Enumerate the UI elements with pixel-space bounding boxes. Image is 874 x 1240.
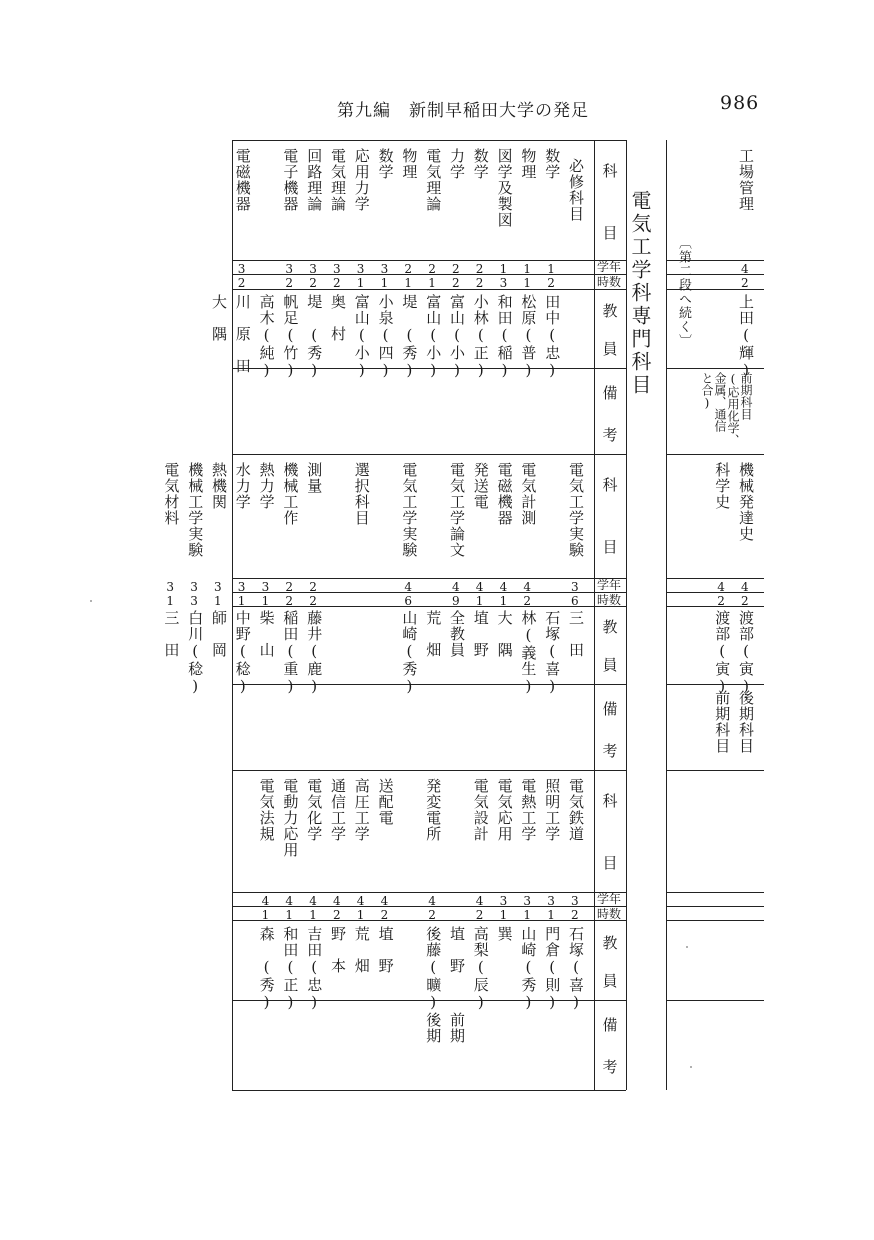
subject-name: 熱力学: [257, 462, 276, 510]
teacher-name: 石塚(喜): [567, 926, 585, 1012]
year-value: 4: [475, 894, 484, 908]
hours-value: 2: [571, 908, 579, 922]
year-value: 3: [333, 262, 341, 276]
header-remarks-label: 考: [602, 1058, 618, 1076]
subject-name: 発送電: [471, 462, 490, 510]
teacher-name: 松原(普): [519, 294, 538, 380]
subject-name: 科学史: [713, 462, 732, 510]
subject-name: 力学: [448, 148, 466, 180]
teacher-name: 藤井(鹿): [305, 610, 324, 696]
header-subject-label: 科: [602, 792, 618, 810]
year-value: 3: [214, 580, 222, 594]
subject-name: 電気設計: [471, 778, 490, 842]
hours-value: 2: [333, 276, 341, 290]
teacher-name: 和田(正): [281, 926, 300, 1012]
subject-name: 電気工学論文: [448, 462, 466, 558]
scan-speck: [686, 946, 688, 948]
year-value: 2: [404, 262, 413, 276]
hours-value: 1: [356, 908, 365, 922]
teacher-name: 三 田: [567, 610, 585, 658]
header-year-label: 学年: [597, 260, 622, 274]
teacher-name: 全教員: [448, 610, 466, 658]
header-remarks-label: 考: [602, 426, 618, 444]
teacher-name: 森 (秀): [257, 926, 276, 1012]
teacher-name: 三 田: [162, 610, 181, 658]
header-remarks-label: 備: [602, 384, 618, 402]
remark-text: 前期科目: [739, 372, 753, 420]
teacher-name: 白川(稔): [186, 610, 205, 696]
header-hours-label: 時数: [597, 907, 622, 921]
teacher-name: 富山(小): [424, 294, 443, 380]
header-year-label: 学年: [597, 892, 622, 906]
year-value: 4: [285, 894, 294, 908]
teacher-name: 小林(正): [471, 294, 490, 380]
subject-name: 電気工学実験: [567, 462, 585, 558]
subject-name: 必修科目: [567, 158, 585, 222]
hours-value: 2: [380, 908, 389, 922]
hours-value: 1: [285, 908, 294, 922]
subject-name: 照明工学: [543, 778, 562, 842]
teacher-name: 渡部(寅): [713, 610, 732, 696]
year-value: 3: [356, 262, 365, 276]
subject-name: 図学及製図: [495, 148, 514, 228]
year-value: 2: [475, 262, 484, 276]
header-hours-label: 時数: [597, 593, 622, 607]
hours-value: 1: [475, 594, 484, 608]
teacher-name: 埴 野: [448, 926, 466, 974]
teacher-name: 荒 畑: [352, 926, 371, 974]
teacher-name: 富山(小): [352, 294, 371, 380]
subject-name: 測量: [305, 462, 324, 494]
header-teacher-label: 教: [602, 302, 618, 320]
year-value: 1: [523, 262, 532, 276]
remark-text: 後期科目: [737, 690, 755, 754]
hours-value: 1: [166, 594, 175, 608]
header-teacher-label: 教: [602, 618, 618, 636]
subject-name: 回路理論: [305, 148, 324, 212]
teacher-name: 吉田(忠): [305, 926, 324, 1012]
hours-value: 9: [452, 594, 460, 608]
subject-name: 機械工作: [281, 462, 300, 526]
hours-value: 2: [475, 276, 484, 290]
hours-value: 2: [547, 276, 555, 290]
hours-value: 1: [523, 908, 532, 922]
teacher-name: 大 隅: [495, 610, 514, 658]
year-value: 4: [475, 580, 484, 594]
hours-value: 1: [261, 594, 270, 608]
year-value: 4: [717, 580, 725, 594]
header-teacher-label: 員: [602, 972, 618, 990]
header-remarks-label: 備: [602, 700, 618, 718]
teacher-name: 埴 野: [471, 610, 490, 658]
subject-name: 発変電所: [424, 778, 443, 842]
subject-name: 電熱工学: [519, 778, 538, 842]
subject-name: 機械発達史: [737, 462, 755, 542]
year-value: 3: [237, 262, 246, 276]
subject-name: 選択科目: [352, 462, 371, 526]
hours-value: 2: [452, 276, 460, 290]
hours-value: 1: [523, 276, 532, 290]
hours-value: 1: [499, 908, 508, 922]
subject-name: 電気化学: [305, 778, 324, 842]
subject-name: 工場管理: [737, 148, 755, 212]
subject-name: 高圧工学: [352, 778, 371, 842]
teacher-name: 和田(稲): [495, 294, 514, 380]
subject-name: 水力学: [233, 462, 252, 510]
teacher-name: 荒 畑: [424, 610, 443, 658]
subject-name: 応用力学: [352, 148, 371, 212]
year-value: 2: [452, 262, 460, 276]
header-remarks-label: 備: [602, 1016, 618, 1034]
year-value: 4: [452, 580, 460, 594]
year-value: 4: [499, 580, 508, 594]
teacher-name: 野 本: [329, 926, 347, 974]
hours-value: 2: [475, 908, 484, 922]
year-value: 4: [523, 580, 532, 594]
year-value: 4: [380, 894, 389, 908]
hours-value: 3: [190, 594, 198, 608]
teacher-name: 師 岡: [210, 610, 228, 658]
hours-value: 2: [741, 276, 749, 290]
teacher-name: 富山(小): [448, 294, 466, 380]
year-value: 4: [261, 894, 270, 908]
year-value: 4: [333, 894, 341, 908]
teacher-name: 小泉(四): [376, 294, 395, 380]
scan-speck: [690, 1066, 692, 1068]
hours-value: 2: [741, 594, 749, 608]
subject-name: 数学: [471, 148, 490, 180]
year-value: 3: [380, 262, 389, 276]
hours-value: 1: [309, 908, 317, 922]
hours-value: 2: [428, 908, 436, 922]
year-value: 3: [309, 262, 317, 276]
teacher-name: 奥 村: [329, 294, 347, 342]
year-value: 4: [356, 894, 365, 908]
hours-value: 1: [547, 908, 555, 922]
subject-name: 送配電: [376, 778, 395, 826]
year-value: 4: [741, 262, 749, 276]
year-value: 3: [571, 894, 579, 908]
subject-name: 電気理論: [424, 148, 443, 212]
header-subject-label: 科: [602, 162, 618, 180]
year-value: 4: [309, 894, 317, 908]
hours-value: 2: [285, 276, 294, 290]
hours-value: 2: [333, 908, 341, 922]
teacher-name: 堤 (秀): [305, 294, 324, 380]
remark-text: 前期: [448, 1012, 466, 1044]
year-value: 3: [237, 580, 246, 594]
teacher-name: 大 隅: [210, 294, 228, 342]
scan-speck: [90, 600, 92, 602]
teacher-name: 田中(忠): [543, 294, 562, 380]
year-value: 2: [285, 580, 294, 594]
hours-value: 1: [261, 908, 270, 922]
teacher-name: 巽: [495, 926, 514, 942]
remark-text: と合): [700, 372, 714, 410]
header-teacher-label: 教: [602, 934, 618, 952]
subject-name: 電気法規: [257, 778, 276, 842]
header-remarks-label: 考: [602, 742, 618, 760]
teacher-name: 川 原 田: [233, 294, 252, 374]
year-value: 3: [166, 580, 175, 594]
year-value: 4: [404, 580, 413, 594]
year-value: 4: [741, 580, 749, 594]
year-value: 3: [499, 894, 508, 908]
subject-name: 電磁機器: [495, 462, 514, 526]
subject-name: 熱機関: [210, 462, 228, 510]
teacher-name: 稲田(重): [281, 610, 300, 696]
hours-value: 1: [356, 276, 365, 290]
hours-value: 2: [717, 594, 725, 608]
subject-name: 物理: [519, 148, 538, 180]
year-value: 2: [428, 262, 436, 276]
subject-name: 電気工学実験: [400, 462, 419, 558]
hours-value: 1: [214, 594, 222, 608]
subject-name: 電気理論: [329, 148, 347, 212]
teacher-name: 上田(輝): [737, 294, 755, 380]
year-value: 3: [285, 262, 294, 276]
subject-name: 機械工学実験: [186, 462, 205, 558]
page-number: 986: [720, 92, 760, 114]
header-hours-label: 時数: [597, 275, 622, 289]
teacher-name: 帆足(竹): [281, 294, 300, 380]
subject-name: 電子機器: [281, 148, 300, 212]
subject-name: 数学: [376, 148, 395, 180]
subject-name: 電気計測: [519, 462, 538, 526]
hours-value: 6: [571, 594, 579, 608]
teacher-name: 高木(純): [257, 294, 276, 380]
continuation-note: 〔第二段へ続く〕: [676, 236, 691, 348]
table-title: 電気工学科専門科目: [628, 190, 652, 397]
teacher-name: 中野(稔): [233, 610, 252, 696]
hours-value: 1: [237, 594, 246, 608]
header-teacher-label: 員: [602, 656, 618, 674]
teacher-name: 門倉(則): [543, 926, 562, 1012]
year-value: 4: [428, 894, 436, 908]
teacher-name: 山崎(秀): [400, 610, 419, 696]
hours-value: 1: [404, 276, 413, 290]
teacher-name: 高梨(辰): [471, 926, 490, 1012]
hours-value: 2: [237, 276, 246, 290]
teacher-name: 柴 山: [257, 610, 276, 658]
subject-name: 電気材料: [162, 462, 181, 526]
teacher-name: 堤 (秀): [400, 294, 419, 380]
year-value: 1: [547, 262, 555, 276]
hours-value: 2: [309, 594, 317, 608]
teacher-name: 後藤(曠): [424, 926, 443, 1012]
header-subject-label: 科: [602, 476, 618, 494]
teacher-name: 石塚(喜): [543, 610, 562, 696]
year-value: 3: [261, 580, 270, 594]
running-header: 第九編 新制早稲田大学の発足: [337, 101, 589, 121]
hours-value: 2: [309, 276, 317, 290]
year-value: 3: [190, 580, 198, 594]
remark-text: (応用化学、: [726, 372, 740, 446]
subject-name: 電磁機器: [233, 148, 252, 212]
year-value: 3: [571, 580, 579, 594]
year-value: 3: [523, 894, 532, 908]
subject-name: 電気応用: [495, 778, 514, 842]
hours-value: 6: [404, 594, 413, 608]
teacher-name: 埴 野: [376, 926, 395, 974]
header-teacher-label: 員: [602, 340, 618, 358]
hours-value: 1: [499, 594, 508, 608]
remark-text: 金属、通信: [713, 372, 727, 432]
header-subject-label: 目: [602, 224, 618, 242]
header-subject-label: 目: [602, 538, 618, 556]
remark-text: 後期: [424, 1012, 443, 1044]
year-value: 3: [547, 894, 555, 908]
hours-value: 1: [428, 276, 436, 290]
subject-name: 物理: [400, 148, 419, 180]
header-subject-label: 目: [602, 854, 618, 872]
hours-value: 2: [523, 594, 532, 608]
teacher-name: 渡部(寅): [737, 610, 755, 696]
subject-name: 通信工学: [329, 778, 347, 842]
hours-value: 2: [285, 594, 294, 608]
teacher-name: 山崎(秀): [519, 926, 538, 1012]
subject-name: 電動力応用: [281, 778, 300, 858]
subject-name: 数学: [543, 148, 562, 180]
hours-value: 1: [380, 276, 389, 290]
year-value: 2: [309, 580, 317, 594]
header-year-label: 学年: [597, 578, 622, 592]
remark-text: 前期科目: [713, 690, 732, 754]
year-value: 1: [499, 262, 508, 276]
teacher-name: 林(義生): [519, 610, 538, 696]
subject-name: 電気鉄道: [567, 778, 585, 842]
hours-value: 3: [499, 276, 508, 290]
